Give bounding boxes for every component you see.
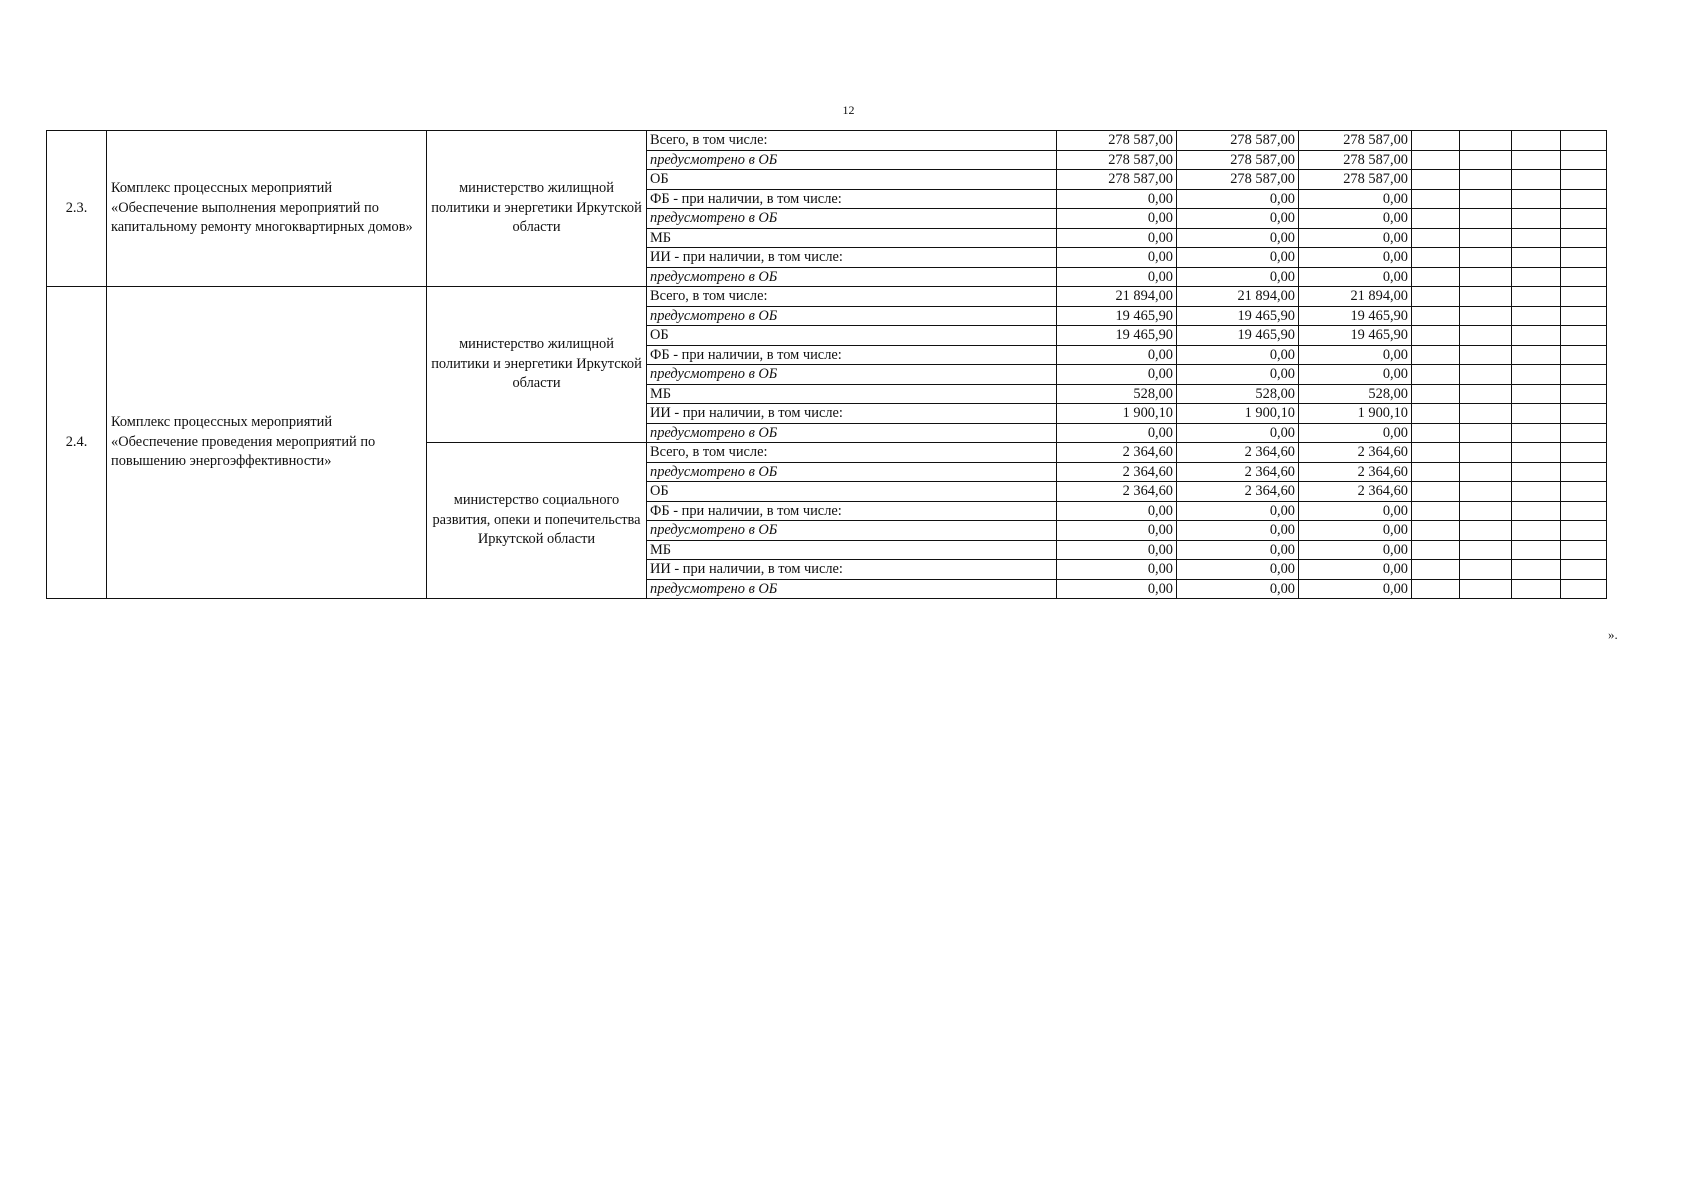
empty-cell <box>1412 560 1460 580</box>
empty-cell <box>1512 560 1561 580</box>
empty-cell <box>1460 443 1512 463</box>
amount-cell: 0,00 <box>1057 248 1177 268</box>
empty-cell <box>1460 521 1512 541</box>
empty-cell <box>1460 267 1512 287</box>
funding-source: предусмотрено в ОБ <box>647 579 1057 599</box>
funding-source: ОБ <box>647 326 1057 346</box>
empty-cell <box>1412 462 1460 482</box>
activity-number: 2.4. <box>47 287 107 599</box>
empty-cell <box>1460 365 1512 385</box>
empty-cell <box>1561 248 1607 268</box>
amount-cell: 278 587,00 <box>1299 170 1412 190</box>
amount-cell: 528,00 <box>1177 384 1299 404</box>
activity-name: Комплекс процессных мероприятий «Обеспечение проведения мероприятий по повышению энергоэффективности» <box>107 287 427 599</box>
funding-source: Всего, в том числе: <box>647 443 1057 463</box>
executor-name: министерство социального развития, опеки и попечительства Иркутской области <box>427 443 647 599</box>
empty-cell <box>1512 540 1561 560</box>
empty-cell <box>1561 150 1607 170</box>
amount-cell: 0,00 <box>1177 248 1299 268</box>
amount-cell: 0,00 <box>1299 540 1412 560</box>
empty-cell <box>1460 462 1512 482</box>
amount-cell: 0,00 <box>1057 228 1177 248</box>
empty-cell <box>1512 404 1561 424</box>
amount-cell: 2 364,60 <box>1057 482 1177 502</box>
amount-cell: 2 364,60 <box>1299 482 1412 502</box>
empty-cell <box>1512 248 1561 268</box>
empty-cell <box>1561 540 1607 560</box>
empty-cell <box>1561 365 1607 385</box>
amount-cell: 21 894,00 <box>1177 287 1299 307</box>
empty-cell <box>1412 209 1460 229</box>
amount-cell: 21 894,00 <box>1057 287 1177 307</box>
empty-cell <box>1561 267 1607 287</box>
funding-source: предусмотрено в ОБ <box>647 462 1057 482</box>
amount-cell: 0,00 <box>1177 267 1299 287</box>
empty-cell <box>1561 384 1607 404</box>
empty-cell <box>1460 326 1512 346</box>
amount-cell: 19 465,90 <box>1299 326 1412 346</box>
amount-cell: 0,00 <box>1177 560 1299 580</box>
amount-cell: 0,00 <box>1177 579 1299 599</box>
empty-cell <box>1512 306 1561 326</box>
empty-cell <box>1412 306 1460 326</box>
empty-cell <box>1561 170 1607 190</box>
empty-cell <box>1412 248 1460 268</box>
empty-cell <box>1412 384 1460 404</box>
amount-cell: 278 587,00 <box>1057 150 1177 170</box>
empty-cell <box>1512 423 1561 443</box>
amount-cell: 0,00 <box>1299 423 1412 443</box>
funding-source: МБ <box>647 228 1057 248</box>
empty-cell <box>1460 248 1512 268</box>
empty-cell <box>1460 189 1512 209</box>
empty-cell <box>1512 228 1561 248</box>
amount-cell: 278 587,00 <box>1177 150 1299 170</box>
amount-cell: 0,00 <box>1177 365 1299 385</box>
amount-cell: 278 587,00 <box>1177 170 1299 190</box>
empty-cell <box>1512 267 1561 287</box>
empty-cell <box>1561 404 1607 424</box>
empty-cell <box>1460 560 1512 580</box>
empty-cell <box>1412 326 1460 346</box>
amount-cell: 1 900,10 <box>1177 404 1299 424</box>
amount-cell: 2 364,60 <box>1057 462 1177 482</box>
empty-cell <box>1512 150 1561 170</box>
amount-cell: 0,00 <box>1299 521 1412 541</box>
empty-cell <box>1460 131 1512 151</box>
amount-cell: 1 900,10 <box>1299 404 1412 424</box>
empty-cell <box>1412 501 1460 521</box>
empty-cell <box>1512 521 1561 541</box>
amount-cell: 528,00 <box>1299 384 1412 404</box>
amount-cell: 0,00 <box>1299 579 1412 599</box>
empty-cell <box>1561 482 1607 502</box>
empty-cell <box>1412 189 1460 209</box>
empty-cell <box>1512 482 1561 502</box>
empty-cell <box>1460 404 1512 424</box>
amount-cell: 278 587,00 <box>1299 150 1412 170</box>
funding-source: ФБ - при наличии, в том числе: <box>647 189 1057 209</box>
closing-mark: ». <box>1608 627 1618 642</box>
funding-source: предусмотрено в ОБ <box>647 423 1057 443</box>
amount-cell: 1 900,10 <box>1057 404 1177 424</box>
amount-cell: 0,00 <box>1299 267 1412 287</box>
funding-source: МБ <box>647 384 1057 404</box>
amount-cell: 0,00 <box>1057 189 1177 209</box>
empty-cell <box>1561 501 1607 521</box>
empty-cell <box>1512 384 1561 404</box>
empty-cell <box>1561 521 1607 541</box>
empty-cell <box>1460 287 1512 307</box>
empty-cell <box>1412 170 1460 190</box>
funding-source: МБ <box>647 540 1057 560</box>
empty-cell <box>1460 423 1512 443</box>
empty-cell <box>1460 170 1512 190</box>
empty-cell <box>1412 521 1460 541</box>
funding-source: предусмотрено в ОБ <box>647 267 1057 287</box>
amount-cell: 19 465,90 <box>1177 306 1299 326</box>
amount-cell: 19 465,90 <box>1299 306 1412 326</box>
funding-source: ОБ <box>647 482 1057 502</box>
amount-cell: 0,00 <box>1177 228 1299 248</box>
empty-cell <box>1412 579 1460 599</box>
amount-cell: 0,00 <box>1057 209 1177 229</box>
empty-cell <box>1412 443 1460 463</box>
funding-source: предусмотрено в ОБ <box>647 150 1057 170</box>
empty-cell <box>1460 228 1512 248</box>
empty-cell <box>1412 482 1460 502</box>
amount-cell: 19 465,90 <box>1057 306 1177 326</box>
empty-cell <box>1561 189 1607 209</box>
empty-cell <box>1412 150 1460 170</box>
amount-cell: 0,00 <box>1057 501 1177 521</box>
amount-cell: 278 587,00 <box>1299 131 1412 151</box>
empty-cell <box>1512 462 1561 482</box>
funding-source: Всего, в том числе: <box>647 287 1057 307</box>
activity-number: 2.3. <box>47 131 107 287</box>
empty-cell <box>1512 131 1561 151</box>
budget-table-body <box>47 131 1607 599</box>
amount-cell: 2 364,60 <box>1177 443 1299 463</box>
empty-cell <box>1561 443 1607 463</box>
empty-cell <box>1412 540 1460 560</box>
funding-source: Всего, в том числе: <box>647 131 1057 151</box>
amount-cell: 0,00 <box>1177 540 1299 560</box>
empty-cell <box>1460 501 1512 521</box>
amount-cell: 0,00 <box>1177 521 1299 541</box>
empty-cell <box>1460 540 1512 560</box>
amount-cell: 0,00 <box>1299 209 1412 229</box>
empty-cell <box>1412 131 1460 151</box>
table-row <box>47 287 1607 307</box>
amount-cell: 0,00 <box>1057 579 1177 599</box>
empty-cell <box>1412 228 1460 248</box>
executor-name: министерство жилищной политики и энергетики Иркутской области <box>427 287 647 443</box>
empty-cell <box>1412 423 1460 443</box>
empty-cell <box>1561 423 1607 443</box>
amount-cell: 2 364,60 <box>1177 482 1299 502</box>
amount-cell: 0,00 <box>1299 501 1412 521</box>
empty-cell <box>1512 345 1561 365</box>
empty-cell <box>1412 345 1460 365</box>
funding-source: предусмотрено в ОБ <box>647 521 1057 541</box>
amount-cell: 0,00 <box>1057 521 1177 541</box>
funding-source: предусмотрено в ОБ <box>647 209 1057 229</box>
empty-cell <box>1561 462 1607 482</box>
amount-cell: 0,00 <box>1299 560 1412 580</box>
empty-cell <box>1412 287 1460 307</box>
empty-cell <box>1512 443 1561 463</box>
funding-source: ИИ - при наличии, в том числе: <box>647 248 1057 268</box>
amount-cell: 0,00 <box>1177 345 1299 365</box>
amount-cell: 2 364,60 <box>1057 443 1177 463</box>
amount-cell: 278 587,00 <box>1177 131 1299 151</box>
amount-cell: 0,00 <box>1057 267 1177 287</box>
amount-cell: 0,00 <box>1177 423 1299 443</box>
amount-cell: 0,00 <box>1299 189 1412 209</box>
activity-name: Комплекс процессных мероприятий «Обеспечение выполнения мероприятий по капитальному ремонту многоквартирных домов» <box>107 131 427 287</box>
amount-cell: 0,00 <box>1299 365 1412 385</box>
empty-cell <box>1460 209 1512 229</box>
empty-cell <box>1512 189 1561 209</box>
amount-cell: 0,00 <box>1177 189 1299 209</box>
amount-cell: 0,00 <box>1177 501 1299 521</box>
amount-cell: 0,00 <box>1057 365 1177 385</box>
empty-cell <box>1512 209 1561 229</box>
empty-cell <box>1412 365 1460 385</box>
empty-cell <box>1460 384 1512 404</box>
funding-source: ИИ - при наличии, в том числе: <box>647 560 1057 580</box>
empty-cell <box>1561 131 1607 151</box>
empty-cell <box>1460 482 1512 502</box>
amount-cell: 19 465,90 <box>1177 326 1299 346</box>
empty-cell <box>1512 365 1561 385</box>
empty-cell <box>1561 579 1607 599</box>
table-row <box>47 131 1607 151</box>
funding-source: ФБ - при наличии, в том числе: <box>647 501 1057 521</box>
executor-name: министерство жилищной политики и энергетики Иркутской области <box>427 131 647 287</box>
empty-cell <box>1460 306 1512 326</box>
empty-cell <box>1561 228 1607 248</box>
amount-cell: 0,00 <box>1299 345 1412 365</box>
amount-cell: 0,00 <box>1057 423 1177 443</box>
empty-cell <box>1561 287 1607 307</box>
empty-cell <box>1512 326 1561 346</box>
amount-cell: 0,00 <box>1299 248 1412 268</box>
empty-cell <box>1512 287 1561 307</box>
amount-cell: 2 364,60 <box>1299 443 1412 463</box>
empty-cell <box>1561 345 1607 365</box>
amount-cell: 2 364,60 <box>1177 462 1299 482</box>
empty-cell <box>1561 560 1607 580</box>
amount-cell: 528,00 <box>1057 384 1177 404</box>
empty-cell <box>1561 326 1607 346</box>
budget-table <box>46 130 1607 599</box>
funding-source: ФБ - при наличии, в том числе: <box>647 345 1057 365</box>
amount-cell: 0,00 <box>1057 560 1177 580</box>
funding-source: ОБ <box>647 170 1057 190</box>
empty-cell <box>1460 579 1512 599</box>
page-number: 12 <box>842 103 855 117</box>
funding-source: предусмотрено в ОБ <box>647 365 1057 385</box>
empty-cell <box>1460 345 1512 365</box>
funding-source: предусмотрено в ОБ <box>647 306 1057 326</box>
amount-cell: 21 894,00 <box>1299 287 1412 307</box>
empty-cell <box>1561 306 1607 326</box>
amount-cell: 0,00 <box>1299 228 1412 248</box>
empty-cell <box>1460 150 1512 170</box>
amount-cell: 0,00 <box>1057 345 1177 365</box>
amount-cell: 0,00 <box>1057 540 1177 560</box>
amount-cell: 2 364,60 <box>1299 462 1412 482</box>
empty-cell <box>1512 170 1561 190</box>
amount-cell: 0,00 <box>1177 209 1299 229</box>
empty-cell <box>1512 501 1561 521</box>
amount-cell: 19 465,90 <box>1057 326 1177 346</box>
funding-source: ИИ - при наличии, в том числе: <box>647 404 1057 424</box>
amount-cell: 278 587,00 <box>1057 170 1177 190</box>
empty-cell <box>1512 579 1561 599</box>
empty-cell <box>1412 267 1460 287</box>
empty-cell <box>1412 404 1460 424</box>
empty-cell <box>1561 209 1607 229</box>
amount-cell: 278 587,00 <box>1057 131 1177 151</box>
